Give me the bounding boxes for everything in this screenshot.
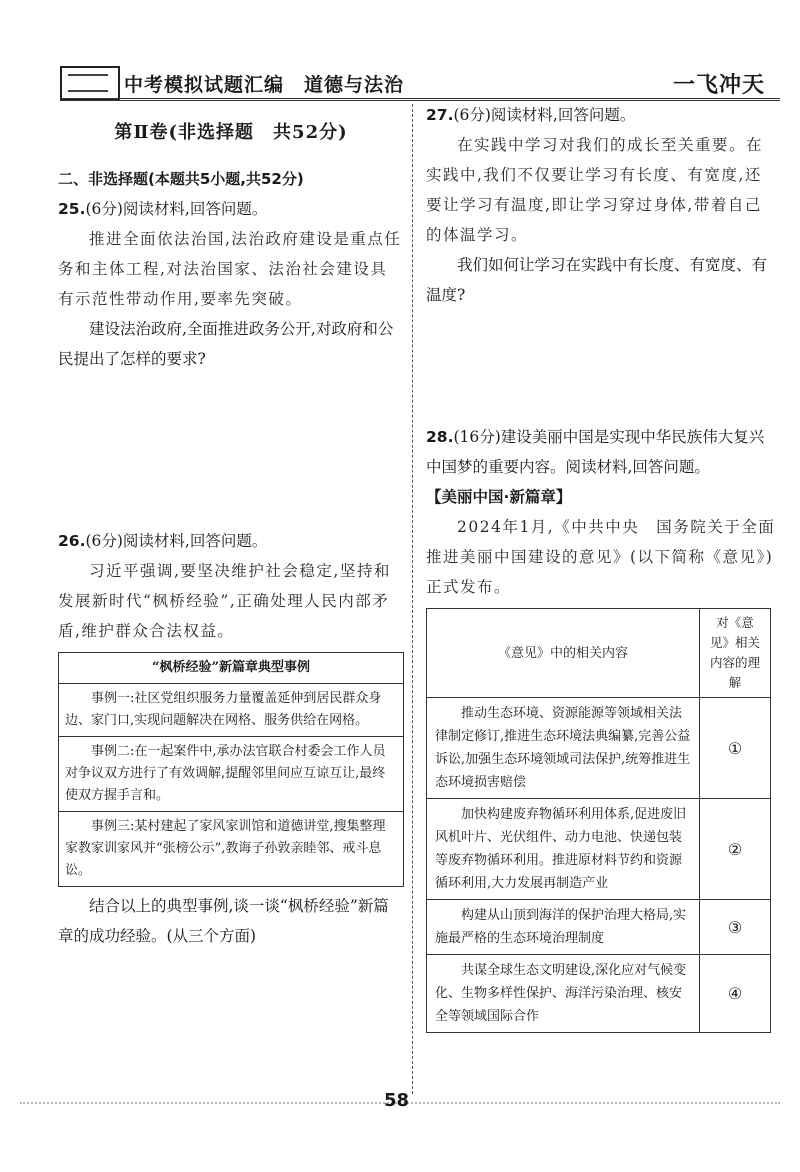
q25-material: 推进全面依法治国,法治政府建设是重点任务和主体工程,对法治国家、法治社会建设具有示范性带动作用,要率先突破。 bbox=[58, 230, 402, 308]
opinion-table-head-left: 《意见》中的相关内容 bbox=[427, 609, 700, 698]
opinion-table-head-right: 对《意见》相关内容的理解 bbox=[700, 609, 771, 698]
question-25 bbox=[58, 194, 404, 374]
answer-space bbox=[426, 310, 776, 422]
opinion-row-text: 推动生态环境、资源能源等领域相关法律制定修订,推进生态环境法典编纂,完善公益诉讼,加强生态环境领域司法保护,统筹推进生态环境损害赔偿 bbox=[427, 698, 700, 799]
opinion-row-text: 加快构建废弃物循环利用体系,促进废旧风机叶片、光伏组件、动力电池、快递包装等废弃物循环利用。推进原材料节约和资源循环利用,大力发展再制造产业 bbox=[427, 799, 700, 900]
q25-number: 25. bbox=[58, 200, 86, 218]
q27-intro: (6分)阅读材料,回答问题。 bbox=[453, 106, 636, 124]
brand-name: 一飞冲天 bbox=[672, 73, 765, 98]
case-item: 事例三:某村建起了家风家训馆和道德讲堂,搜集整理家教家训家风并“张榜公示”,教诲子孙敦亲睦邻、戒斗息讼。 bbox=[59, 812, 404, 887]
q28-bracket-title: 【美丽中国·新篇章】 bbox=[426, 488, 572, 506]
q26-material: 习近平强调,要坚决维护社会稳定,坚持和发展新时代“枫桥经验”,正确处理人民内部矛盾,维护群众合法权益。 bbox=[58, 562, 391, 640]
q27-number: 27. bbox=[426, 106, 454, 124]
opinion-row-text: 构建从山顶到海洋的保护治理大格局,实施最严格的生态环境治理制度 bbox=[427, 900, 700, 955]
q25-intro: (6分)阅读材料,回答问题。 bbox=[85, 200, 268, 218]
case-item: 事例二:在一起案件中,承办法官联合村委会工作人员对争议双方进行了有效调解,提醒邻里间应互谅互让,最终使双方握手言和。 bbox=[59, 737, 404, 812]
left-column bbox=[58, 100, 404, 951]
opinion-row-mark: ① bbox=[700, 698, 771, 799]
section-title: 第Ⅱ卷(非选择题 共52分) bbox=[114, 122, 348, 143]
opinion-row-mark: ③ bbox=[700, 900, 771, 955]
answer-space bbox=[58, 374, 404, 526]
question-27 bbox=[426, 100, 776, 310]
opinion-row-mark: ② bbox=[700, 799, 771, 900]
cases-table bbox=[58, 652, 404, 887]
q27-material: 在实践中学习对我们的成长至关重要。在实践中,我们不仅要让学习有长度、有宽度,还要让学习有温度,即让学习穿过身体,带着自己的体温学习。 bbox=[426, 136, 764, 244]
q26-intro: (6分)阅读材料,回答问题。 bbox=[85, 532, 268, 550]
q25-question: 建设法治政府,全面推进政务公开,对政府和公民提出了怎样的要求? bbox=[58, 320, 394, 368]
q28-number: 28. bbox=[426, 428, 454, 446]
q27-question: 我们如何让学习在实践中有长度、有宽度、有温度? bbox=[426, 256, 768, 304]
opinion-table bbox=[426, 608, 771, 1033]
q26-question: 结合以上的典型事例,谈一谈“枫桥经验”新篇章的成功经验。(从三个方面) bbox=[58, 897, 389, 945]
question-28 bbox=[426, 422, 776, 1033]
header-title: 中考模拟试题汇编 道德与法治 bbox=[124, 74, 405, 96]
q26-number: 26. bbox=[58, 532, 86, 550]
q28-material: 2024年1月,《中共中央 国务院关于全面推进美丽中国建设的意见》(以下简称《意见》)正式发布。 bbox=[426, 518, 776, 596]
column-divider bbox=[412, 104, 413, 1094]
opinion-row-mark: ④ bbox=[700, 955, 771, 1033]
question-26 bbox=[58, 526, 404, 951]
cases-table-caption: “枫桥经验”新篇章典型事例 bbox=[59, 653, 404, 684]
book-logo-icon bbox=[60, 66, 120, 100]
opinion-row-text: 共谋全球生态文明建设,深化应对气候变化、生物多样性保护、海洋污染治理、核安全等领域国际合作 bbox=[427, 955, 700, 1033]
page-header bbox=[40, 62, 775, 102]
page-number: 58 bbox=[384, 1090, 410, 1111]
section-subtitle: 二、非选择题(本题共5小题,共52分) bbox=[58, 170, 304, 188]
case-item: 事例一:社区党组织服务力量覆盖延伸到居民群众身边、家门口,实现问题解决在网格、服务供给在网格。 bbox=[59, 684, 404, 737]
right-column bbox=[426, 100, 776, 1033]
q28-intro: (16分)建设美丽中国是实现中华民族伟大复兴中国梦的重要内容。阅读材料,回答问题。 bbox=[426, 428, 765, 476]
